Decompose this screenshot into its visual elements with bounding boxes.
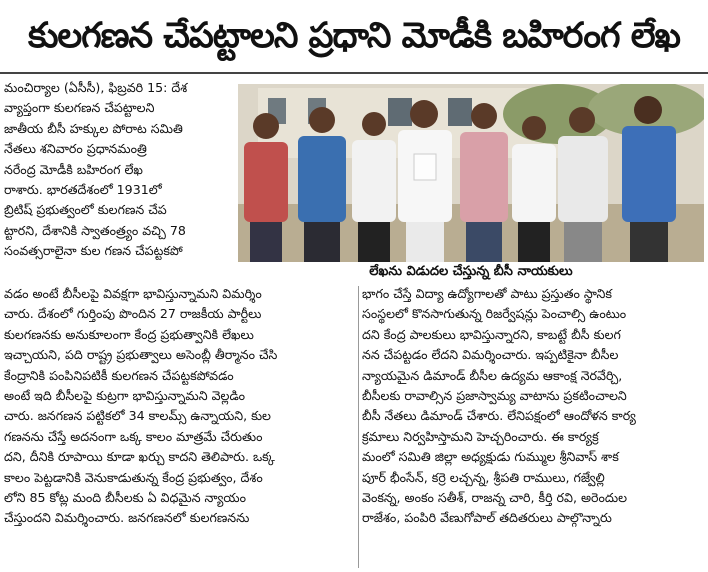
article-text-line: కేంద్రానికి పంపినిపటికీ కులగణన చేపట్టకపోవడం xyxy=(4,367,234,383)
article-text-line: వడం అంటే బీసీలపై వివక్షగా భావిస్తున్నామని విమర్శిం xyxy=(4,286,262,301)
article-text-line: మంలో సమితి జిల్లా అధ్యక్షుడు గుమ్ముల శ్రీనివాస్ శాక xyxy=(362,449,619,465)
news-photo xyxy=(238,84,704,262)
photo-caption: లేఖను విడుదల చేస్తున్న బీసీ నాయకులు xyxy=(369,264,573,279)
article-text-line: బ్రిటిష్ ప్రభుత్వంలో కులగణన చేప xyxy=(4,202,167,218)
article-text-line: రాజేశం, పంపిరి వేణుగోపాల్ తదితరులు పాల్గొన్నారు xyxy=(362,510,612,526)
article-text-line: లోని 85 కోట్ల మంది బీసీలకు ఏ విధమైన న్యాయం xyxy=(4,490,246,506)
article-text-line: నన చేపట్టడం లేదని విమర్శించారు. ఇప్పటికైనా బీసీల xyxy=(362,347,619,363)
headline-rule xyxy=(0,72,708,74)
article-text-line: దని కేంద్ర పాలకులు భావిస్తున్నారని, కాబట్టే బీసీ కులగ xyxy=(362,326,621,342)
article-text-line: క్రమాలు నిర్వహిస్తామని హెచ్చరించారు. ఈ కార్యక్ర xyxy=(362,428,599,444)
column-divider xyxy=(358,286,359,568)
news-photo-image xyxy=(238,84,704,262)
article-text-line: భాగం చేస్తే విద్యా ఉద్యోగాలతో పాటు ప్రస్తుతం స్థానిక xyxy=(362,286,612,301)
article-text-line: చారు. దేశంలో గుర్తింపు పొందిన 27 రాజకీయ పార్టీలు xyxy=(4,306,262,322)
article-text-line: రాశారు. భారతదేశంలో 1931లో xyxy=(4,182,162,198)
article-text-line: మంచిర్యాల (ఏసీసీ), ఫిబ్రవరి 15: దేశ xyxy=(4,80,188,95)
article-text-line: కులగణనకు అనుకూలంగా కేంద్ర ప్రభుత్వానికి లేఖలు xyxy=(4,326,254,342)
article-text-line: ఇచ్చాయని, పది రాష్ట్ర ప్రభుత్వాలు అసెంబ్లీ తీర్మానం చేసి xyxy=(4,347,278,363)
article-column-right xyxy=(362,284,704,529)
article-text-line: అంటే ఇది బీసీలపై కుట్రగా భావిస్తున్నామని వెల్లడిం xyxy=(4,388,245,404)
article-text-line: ట్టారని, దేశానికి స్వాతంత్ర్యం వచ్చి 78 xyxy=(4,222,186,238)
article-text-line: వెంకన్న, అంకం సతీశ్, రాజన్న చారి, కీర్తి రవి, అరెందుల xyxy=(362,490,628,506)
article-text-line: నరేంద్ర మోడీకి బహిరంగ లేఖ xyxy=(4,161,143,177)
headline: కులగణన చేపట్టాలని ప్రధాని మోడీకి బహిరంగ లేఖ xyxy=(0,0,708,72)
article-text-line: బీసీలకు రావాల్సిన ప్రజాస్వామ్య వాటాను ప్రకటించాలని xyxy=(362,388,627,404)
article-text-line: వ్యాప్తంగా కులగణన చేపట్టాలని xyxy=(4,100,155,116)
article-text-line: గణనను చేస్తే అదనంగా ఒక్క కాలం మాత్రమే చేరుతుం xyxy=(4,428,263,444)
article-text-line: పూర్ భీంసేన్, కర్రె లచ్చన్న, శ్రీపతి రాములు, గజ్వేల్లి xyxy=(362,469,605,485)
article-text-line: చేస్తుందని విమర్శించారు. జనగణనలో కులగణనను xyxy=(4,510,250,526)
article-text-line: కాలం పెట్టడానికి వెనుకాడుతున్న కేంద్ర ప్రభుత్వం, దేశం xyxy=(4,469,263,485)
article-text-line: చారు. జనగణన పట్టికలో 34 కాలమ్స్ ఉన్నాయని, కుల xyxy=(4,408,271,424)
article-text-line: బీసీ నేతలు డిమాండ్ చేశారు. లేనిపక్షంలో ఆందోళన కార్య xyxy=(362,408,636,424)
article-text-line: దని, దీనికి రూపాయి కూడా ఖర్చు కాదని తెలిపారు. ఒక్క xyxy=(4,449,275,465)
article-text-line: న్యాయమైన డిమాండ్ బీసీల ఉద్యమ ఆకాంక్ష నెరవేర్చి, xyxy=(362,367,623,383)
article-text-line: సంస్థలలో కొనసాగుతున్న రిజర్వేషన్లు పెంచాల్సి ఉంటుం xyxy=(362,306,627,322)
article-text-line: నేతలు శనివారం ప్రధానమంత్రి xyxy=(4,141,147,157)
article-text-line: జాతీయ బీసీ హక్కుల పోరాట సమితి xyxy=(4,120,183,136)
article-column-left-bottom xyxy=(4,284,356,529)
article-text-line: సంవత్సరాలైనా కుల గణన చేపట్టకపో xyxy=(4,243,183,259)
article-column-left-top xyxy=(4,78,232,262)
